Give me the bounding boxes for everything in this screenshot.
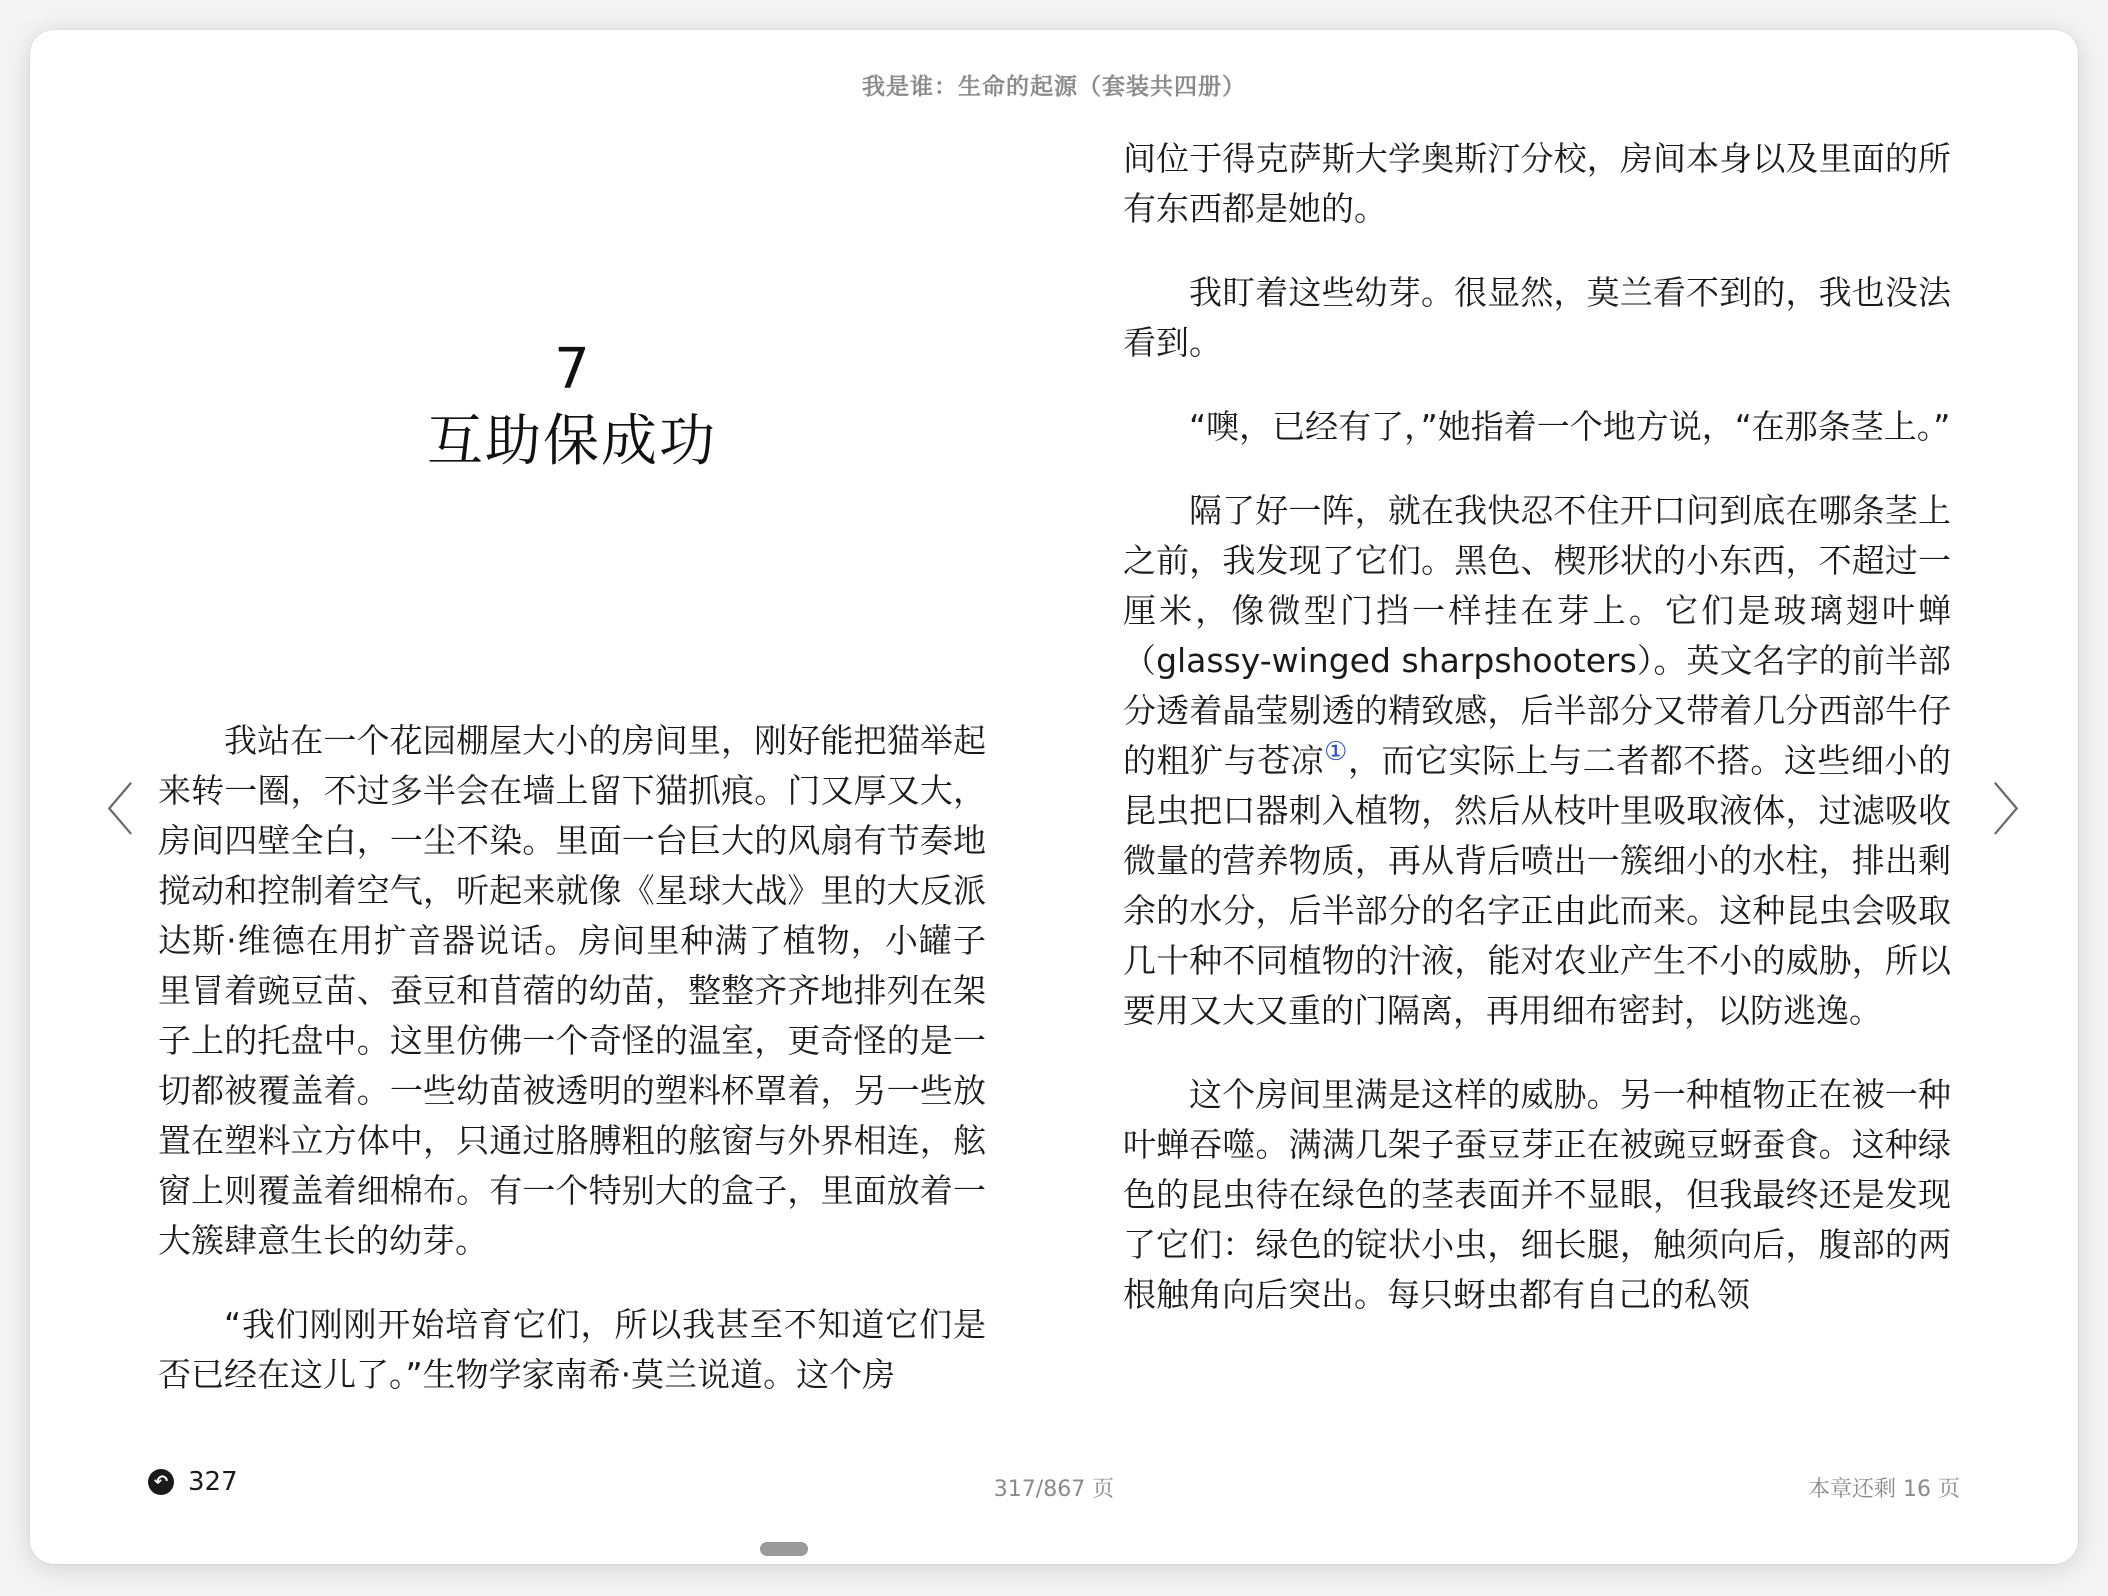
next-page-arrow-icon[interactable]: 〉 bbox=[1992, 779, 2048, 844]
paragraph-text: 隔了好一阵，就在我快忍不住开口问到底在哪条茎上之前，我发现了它们。黑色、楔形状的小东西，不超过一厘米，像微型门挡一样挂在芽上。它们是玻璃翅叶蝉（glassy-winged sharpshooters）。英文名字的前半部分透着晶莹剔透的精致感，后半部分又带着几分西部牛仔的粗犷与苍凉 bbox=[1123, 491, 1951, 780]
book-title: 我是谁：生命的起源（套装共四册） bbox=[862, 74, 1246, 100]
paragraph bbox=[1123, 486, 1951, 1036]
paragraph-text: ，而它实际上与二者都不搭。这些细小的昆虫把口器刺入植物，然后从枝叶里吸取液体，过滤吸收微量的营养物质，再从背后喷出一簇细小的水柱，排出剩余的水分，后半部分的名字正由此而来。这种昆虫会吸取几十种不同植物的汁液，能对农业产生不小的威胁，所以要用又大又重的门隔离，再用细布密封，以防逃逸。 bbox=[1123, 741, 1952, 1030]
chapter-body bbox=[158, 716, 986, 1400]
chapter-remaining: 本章还剩 16 页 bbox=[1808, 1477, 1960, 1502]
chapter-number: 7 bbox=[554, 337, 590, 402]
paragraph: 我盯着这些幼芽。很显然，莫兰看不到的，我也没法看到。 bbox=[1123, 273, 1951, 362]
previous-page-arrow-icon[interactable]: 〈 bbox=[78, 779, 134, 844]
paragraph: 间位于得克萨斯大学奥斯汀分校，房间本身以及里面的所有东西都是她的。 bbox=[1123, 139, 1951, 228]
right-page[interactable] bbox=[1123, 134, 1951, 1354]
left-page[interactable] bbox=[158, 160, 986, 1434]
drag-handle[interactable] bbox=[760, 1542, 808, 1556]
paragraph: “噢，已经有了，”她指着一个地方说，“在那条茎上。” bbox=[1189, 407, 1951, 446]
chapter-title: 互助保成功 bbox=[427, 409, 717, 474]
footnote-marker[interactable]: ① bbox=[1324, 737, 1349, 767]
reader-window bbox=[30, 30, 2078, 1564]
paragraph: 这个房间里满是这样的威胁。另一种植物正在被一种叶蝉吞噬。满满几架子蚕豆芽正在被豌豆蚜蚕食。这种绿色的昆虫待在绿色的茎表面并不显眼，但我最终还是发现了它们：绿色的锭状小虫，细长腿，触须向后，腹部的两根触角向后突出。每只蚜虫都有自己的私领 bbox=[1123, 1075, 1951, 1314]
back-page-number: 327 bbox=[188, 1467, 238, 1497]
paragraph: 我站在一个花园棚屋大小的房间里，刚好能把猫举起来转一圈，不过多半会在墙上留下猫抓痕。门又厚又大，房间四壁全白，一尘不染。里面一台巨大的风扇有节奏地搅动和控制着空气，听起来就像《星球大战》里的大反派达斯·维德在用扩音器说话。房间里种满了植物，小罐子里冒着豌豆苗、蚕豆和苜蓿的幼苗，整整齐齐地排列在架子上的托盘中。这里仿佛一个奇怪的温室，更奇怪的是一切都被覆盖着。一些幼苗被透明的塑料杯罩着，另一些放置在塑料立方体中，只通过胳膊粗的舷窗与外界相连，舷窗上则覆盖着细棉布。有一个特别大的盒子，里面放着一大簇肆意生长的幼芽。 bbox=[158, 721, 986, 1260]
paragraph: “我们刚刚开始培育它们，所以我甚至不知道它们是否已经在这儿了。”生物学家南希·莫兰说道。这个房 bbox=[158, 1305, 986, 1394]
back-arrow-icon: ↶ bbox=[148, 1469, 174, 1495]
page-indicator: 317/867 页 bbox=[993, 1477, 1115, 1502]
